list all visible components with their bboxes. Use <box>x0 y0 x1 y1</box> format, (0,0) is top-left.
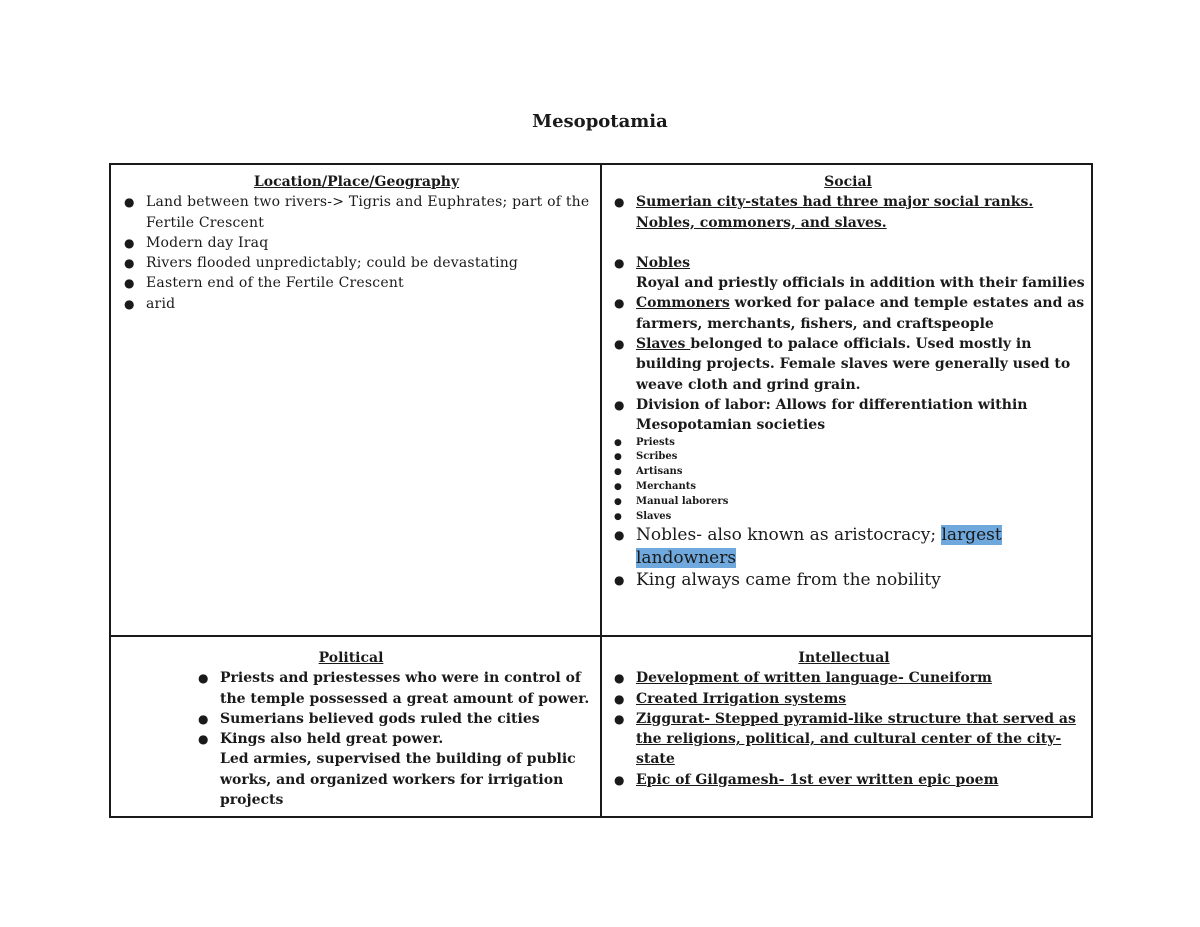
list-item <box>609 524 1087 569</box>
commoners-term: Commoners <box>636 295 730 312</box>
social-heading: Social <box>824 174 872 190</box>
highlighted-text: largest landowners <box>636 525 1002 568</box>
bullet-icon: ● <box>198 711 209 726</box>
bullet-icon: ● <box>614 481 622 492</box>
slaves-term: Slaves <box>636 336 691 353</box>
list-item: ● Scribes <box>609 450 1087 465</box>
list-item <box>609 253 1087 294</box>
list-item <box>609 334 1087 395</box>
bullet-icon: ● <box>124 195 135 210</box>
list-item: ● Modern day Iraq <box>119 233 594 253</box>
list-item <box>609 293 1087 334</box>
list-item: ● Rivers flooded unpredictably; could be devastating <box>119 253 594 273</box>
bullet-icon: ● <box>124 276 135 291</box>
labor-list <box>609 436 1087 525</box>
list-item <box>609 569 1087 592</box>
list-item: ● Priests and priestesses who were in control of the temple possessed a great amount of power. <box>198 670 590 707</box>
bullet-icon: ● <box>614 528 625 543</box>
list-item: ● Priests <box>609 436 1087 451</box>
nobles-term: Nobles <box>636 254 691 271</box>
bullet-icon: ● <box>614 397 625 412</box>
list-item <box>609 192 1087 233</box>
list-item: ● Ziggurat- Stepped pyramid-like structure that served as the religions, political, and cultural center of the city-state <box>614 710 1076 768</box>
document-title: Mesopotamia <box>532 111 668 132</box>
social-list <box>609 192 1087 233</box>
bullet-icon: ● <box>614 296 625 311</box>
list-item: ● Created Irrigation systems <box>609 689 1079 709</box>
geography-heading: Location/Place/Geography <box>253 174 460 190</box>
bullet-icon: ● <box>614 711 625 726</box>
bullet-icon: ● <box>124 235 135 250</box>
intellectual-cell <box>609 648 1079 790</box>
bullet-icon: ● <box>614 573 625 588</box>
political-list <box>193 668 593 810</box>
table-divider-vertical <box>600 163 602 818</box>
nobles-desc: Royal and priestly officials in addition with their families <box>636 275 1085 292</box>
social-intro: Sumerian city-states had three major social ranks. Nobles, commoners, and slaves. <box>636 194 1034 231</box>
list-item: ● Development of written language- Cuneiform <box>609 668 1079 688</box>
list-item: ● Artisans <box>609 465 1087 480</box>
slaves-desc: belonged to palace officials. Used mostly in building projects. Female slaves were generally used to weave cloth and grind grain. <box>636 336 1071 393</box>
bullet-icon: ● <box>614 671 625 686</box>
bullet-icon: ● <box>198 671 209 686</box>
division-of-labor: Division of labor: Allows for differentiation within Mesopotamian societies <box>636 396 1028 434</box>
list-item: ● Eastern end of the Fertile Crescent <box>119 273 594 293</box>
list-item: ● Sumerians believed gods ruled the cities <box>193 709 593 729</box>
list-item: ● Slaves <box>609 510 1087 525</box>
geography-cell <box>119 172 594 314</box>
list-item: ● arid <box>119 294 594 314</box>
bullet-icon: ● <box>614 337 625 352</box>
list-item: ● Kings also held great power. Led armies, supervised the building of public works, and organized workers for irrigation projects <box>198 731 576 809</box>
list-item: ● Manual laborers <box>609 495 1087 510</box>
list-item: ● Epic of Gilgamesh- 1st ever written epic poem <box>609 770 1079 790</box>
spacer <box>609 233 1087 253</box>
bullet-icon: ● <box>124 296 135 311</box>
bullet-icon: ● <box>614 255 625 270</box>
geography-list <box>119 192 594 314</box>
commoners-desc: worked for palace and temple estates and as farmers, merchants, fishers, and craftspeople <box>636 295 1085 332</box>
list-item: ● Merchants <box>609 480 1087 495</box>
king-text: King always came from the nobility <box>636 570 941 591</box>
list-item <box>609 395 1087 436</box>
kings-extra: Led armies, supervised the building of public works, and organized workers for irrigation projects <box>220 751 576 809</box>
bullet-icon: ● <box>614 437 622 448</box>
bullet-icon: ● <box>614 496 622 507</box>
bullet-icon: ● <box>614 195 625 210</box>
bullet-icon: ● <box>124 256 135 271</box>
bullet-icon: ● <box>614 452 622 463</box>
nobles-aristocracy: Nobles- also known as aristocracy; <box>636 525 942 546</box>
social-ranks-list <box>609 253 1087 436</box>
intellectual-list <box>609 668 1079 790</box>
intellectual-heading: Intellectual <box>798 650 890 666</box>
political-heading: Political <box>318 650 384 666</box>
social-cell <box>609 172 1087 592</box>
bullet-icon: ● <box>198 732 209 747</box>
bullet-icon: ● <box>614 691 625 706</box>
social-extra-list <box>609 524 1087 592</box>
bullet-icon: ● <box>614 772 625 787</box>
bullet-icon: ● <box>614 511 622 522</box>
table-divider-horizontal <box>109 635 1093 637</box>
list-item: ● Land between two rivers-> Tigris and Euphrates; part of the Fertile Crescent <box>124 194 590 231</box>
bullet-icon: ● <box>614 467 622 478</box>
political-cell <box>193 648 593 810</box>
